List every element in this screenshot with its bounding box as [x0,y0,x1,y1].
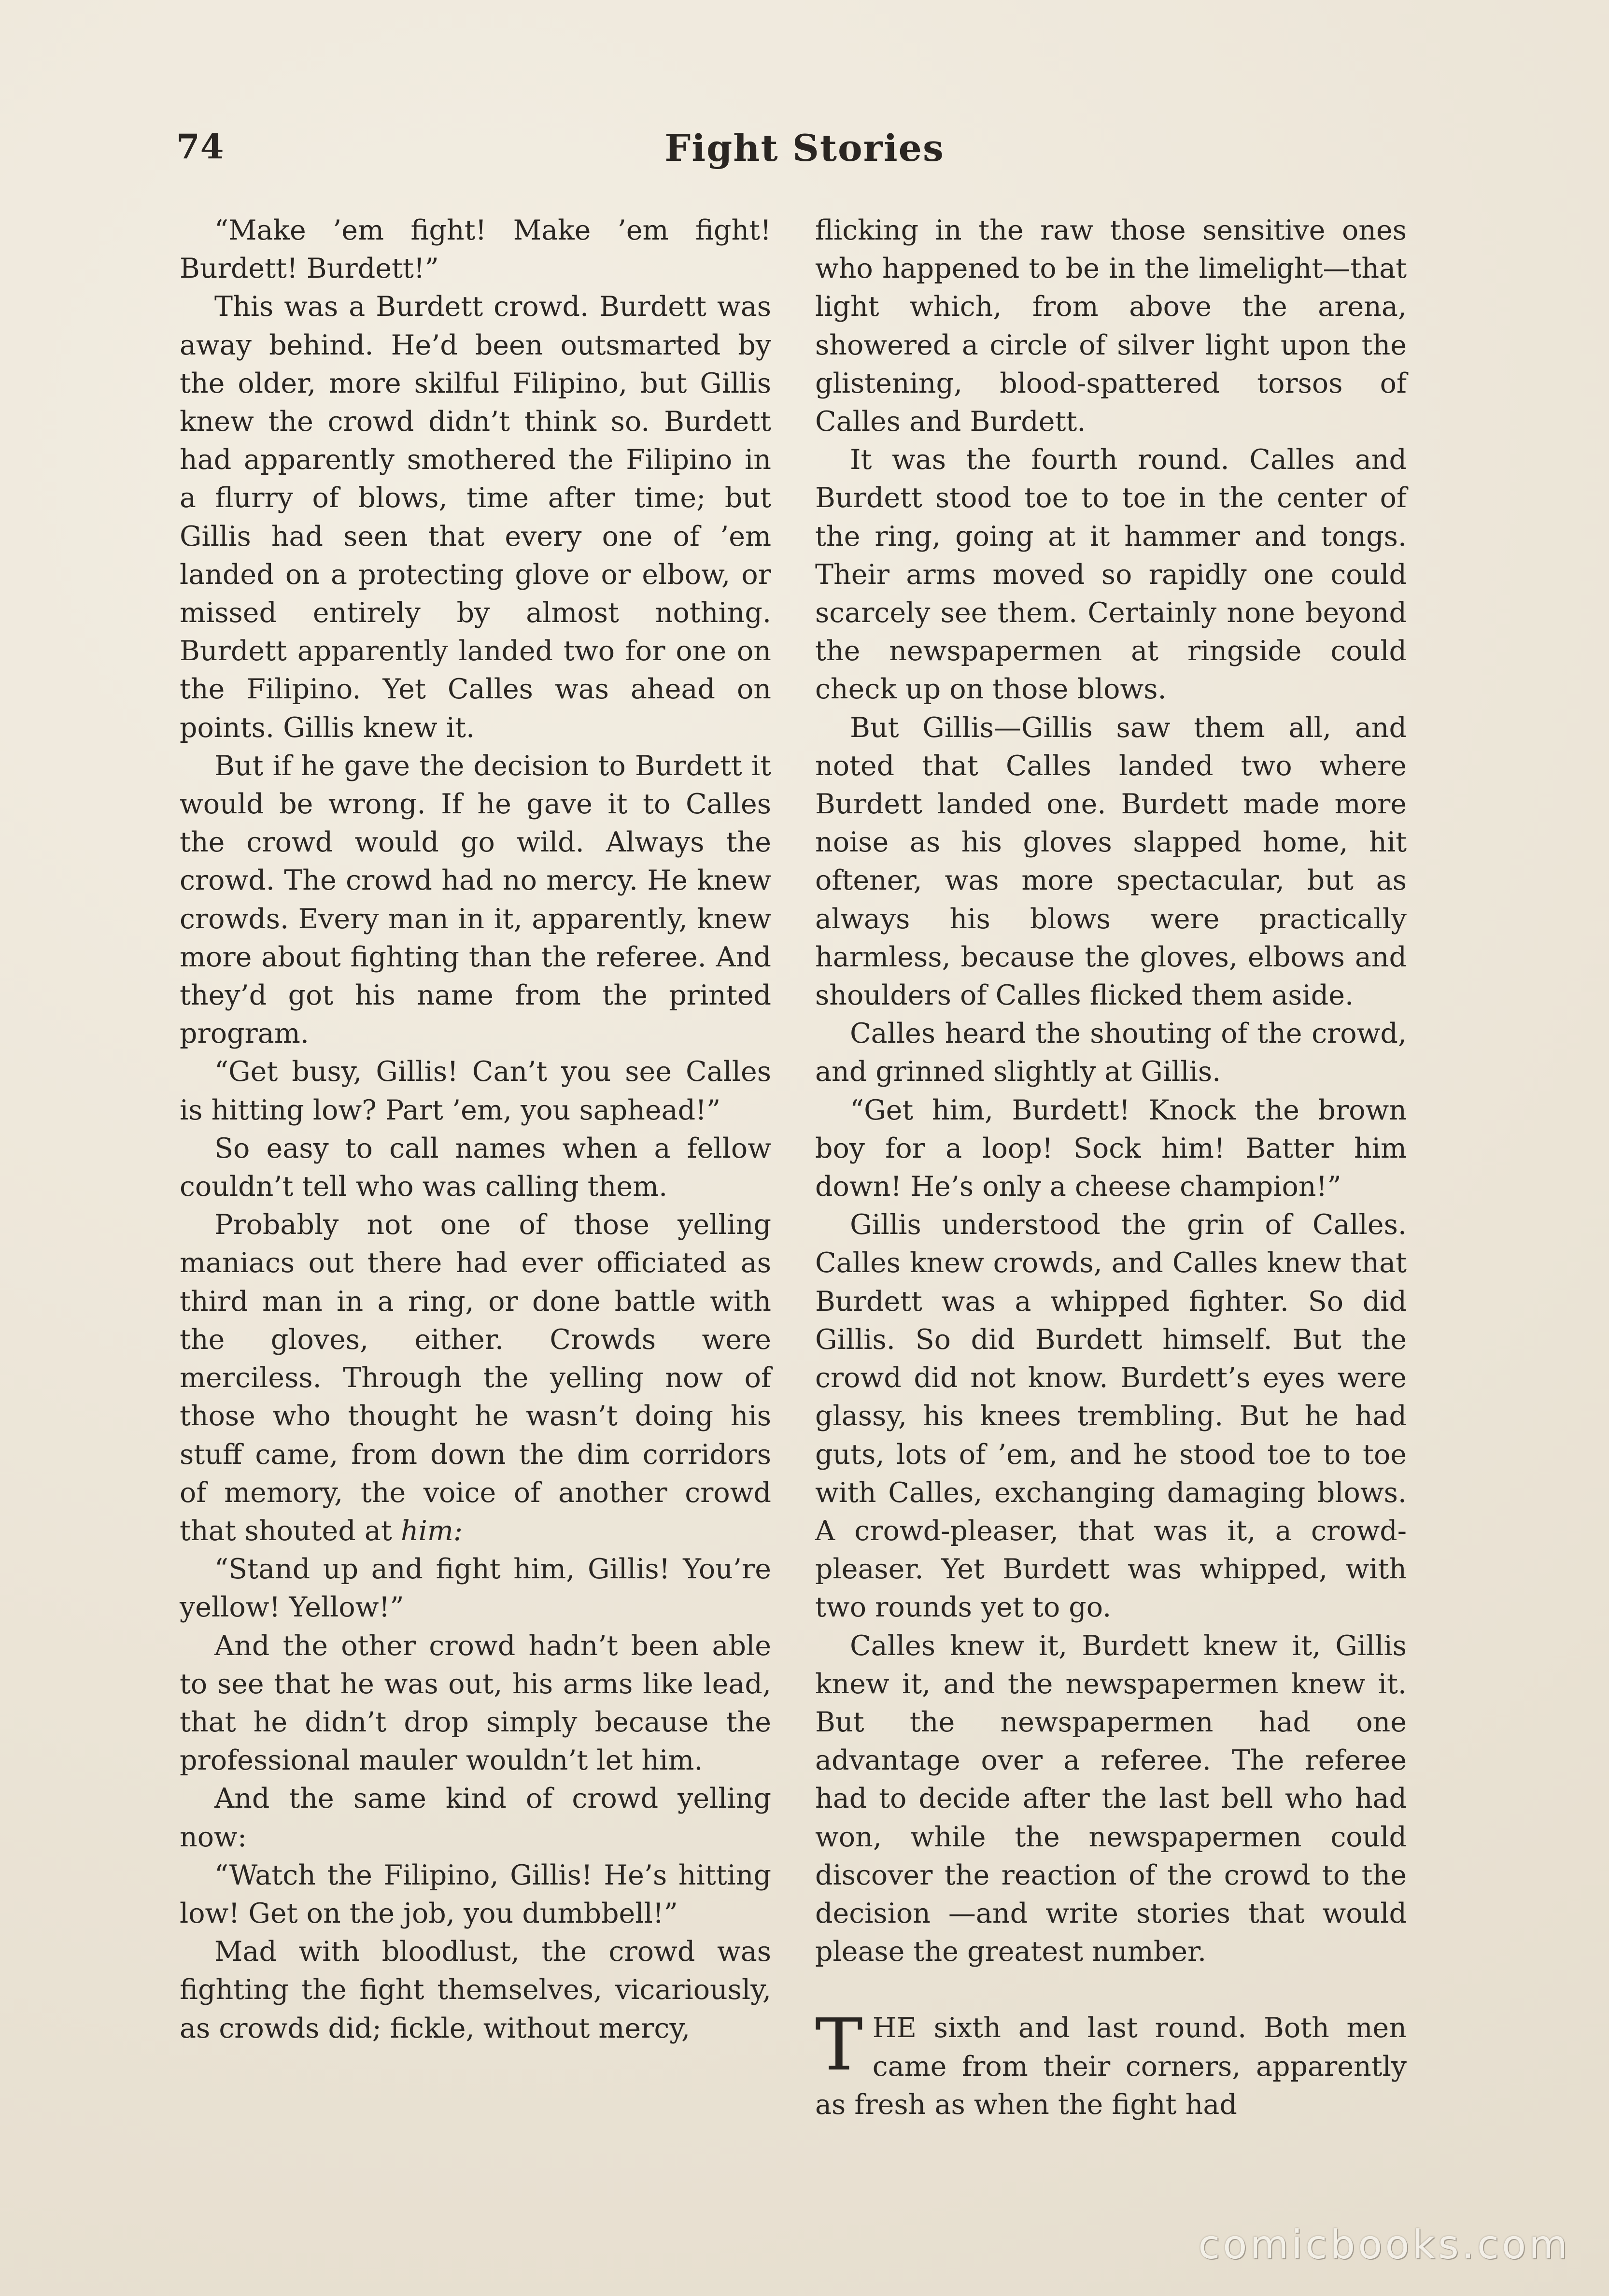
paragraph: So easy to call names when a fellow couldn’t tell who was calling them. [180,1132,771,1203]
paragraph: But Gillis—Gillis saw them all, and noted that Calles landed two where Burdett landed one. Burdett made more noise as his gloves slapped home, hit oftener, was more spectacular, but as always his blows were practically harmless, because the gloves, elbows and shoulders of Calles flicked them aside. [815,711,1407,1012]
section-break [815,1971,1407,2009]
watermark: comicbooks.com [1198,2222,1570,2268]
paragraph: “Make ’em fight! Make ’em fight! Burdett! Burdett!” [180,214,771,285]
paragraph: But if he gave the decision to Burdett it would be wrong. If he gave it to Calles the crowd would go wild. Always the crowd. The crowd had no mercy. He knew crowds. Every man in it, apparently, knew more about fighting than the referee. And they’d got his name from the printed program. [180,750,771,1050]
paragraph: And the same kind of crowd yelling now: [180,1783,771,1853]
paragraph [180,1206,771,1550]
paragraph: This was a Burdett crowd. Burdett was away behind. He’d been outsmarted by the older, more skilful Filipino, but Gillis knew the crowd didn’t think so. Burdett had apparently smothered the Filipino in a flurry of blows, time after time; but Gillis had seen that every one of ’em landed on a protecting glove or elbow, or missed entirely by almost nothing. Burdett apparently landed two for one on the Filipino. Yet Calles was ahead on points. Gillis knew it. [180,291,771,744]
page-number: 74 [176,127,225,167]
paragraph-text: Probably not one of those yelling maniacs out there had ever officiated as third man in a ring, or done battle with the gloves, either. Crowds were merciless. Through the yelling now of those who thought he wasn’t doing his stuff came, from down the dim corridors of memory, the voice of another crowd that shouted at [180,1209,771,1547]
paragraph: “Get him, Burdett! Knock the brown boy for a loop! Sock him! Batter him down! He’s only a cheese champion!” [815,1094,1407,1203]
paragraph: “Watch the Filipino, Gillis! He’s hitting low! Get on the job, you dumbbell!” [180,1859,771,1929]
emphasis-word: him: [400,1515,463,1547]
section-opening-text: HE sixth and last round. Both men came from their corners, apparently as fresh as when the fight had [815,2012,1407,2121]
drop-cap: T [815,2003,863,2087]
paragraph: Calles heard the shouting of the crowd, and grinned slightly at Gillis. [815,1018,1407,1088]
paragraph: “Stand up and fight him, Gillis! You’re yellow! Yellow!” [180,1553,771,1624]
paragraph: Gillis understood the grin of Calles. Calles knew crowds, and Calles knew that Burdett was a whipped fighter. So did Gillis. So did Burdett himself. But the crowd did not know. Burdett’s eyes were glassy, his knees trembling. But he had guts, lots of ’em, and he stood toe to toe with Calles, exchanging damaging blows. A crowd-pleaser, that was it, a crowd-pleaser. Yet Burdett was whipped, with two rounds yet to go. [815,1209,1407,1624]
paragraph: It was the fourth round. Calles and Burdett stood toe to toe in the center of the ring, going at it hammer and tongs. Their arms moved so rapidly one could scarcely see them. Certainly none beyond the newspapermen at ringside could check up on those blows. [815,444,1407,706]
left-column [180,212,771,2048]
paragraph: And the other crowd hadn’t been able to see that he was out, his arms like lead, that he didn’t drop simply because the professional mauler wouldn’t let him. [180,1630,771,1777]
paragraph: “Get busy, Gillis! Can’t you see Calles is hitting low? Part ’em, you saphead!” [180,1056,771,1126]
section-opening-paragraph [815,2003,1407,2124]
running-head: Fight Stories [664,127,945,170]
paragraph: Calles knew it, Burdett knew it, Gillis knew it, and the newspapermen knew it. But the newspapermen had one advantage over a referee. The referee had to decide after the last bell who had won, while the newspapermen could discover the reaction of the crowd to the decision —and write stories that would please the greatest number. [815,1630,1407,1968]
paragraph: flicking in the raw those sensitive ones who happened to be in the limelight—that light which, from above the arena, showered a circle of silver light upon the glistening, blood-spattered torsos of Calles and Burdett. [815,214,1407,438]
right-column [815,212,1407,2124]
paragraph: Mad with bloodlust, the crowd was fighting the fight themselves, vicariously, as crowds did; fickle, without mercy, [180,1936,771,2044]
